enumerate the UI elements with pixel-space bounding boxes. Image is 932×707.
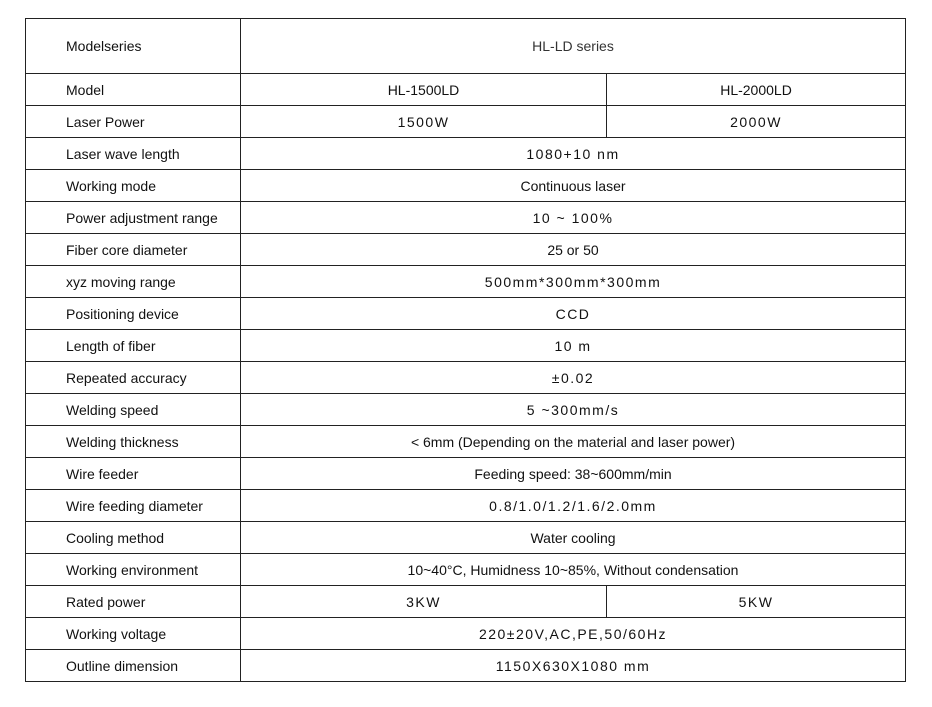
row-label: Laser wave length [26,138,241,170]
row-value: 25 or 50 [241,234,906,266]
row-value: 0.8/1.0/1.2/1.6/2.0mm [241,490,906,522]
row-value: 10~40°C, Humidness 10~85%, Without condensation [241,554,906,586]
table-header-row [26,19,906,74]
row-value: 220±20V,AC,PE,50/60Hz [241,618,906,650]
table-row [26,586,906,618]
table-row [26,650,906,682]
row-label: Fiber core diameter [26,234,241,266]
table-row [26,138,906,170]
row-label: Working mode [26,170,241,202]
row-label: xyz moving range [26,266,241,298]
row-label: Wire feeding diameter [26,490,241,522]
row-label: Welding thickness [26,426,241,458]
row-value: Continuous laser [241,170,906,202]
table-row [26,202,906,234]
row-value: 500mm*300mm*300mm [241,266,906,298]
row-label: Repeated accuracy [26,362,241,394]
row-label: Length of fiber [26,330,241,362]
spec-table [25,18,906,682]
row-value: 1150X630X1080 mm [241,650,906,682]
row-label: Wire feeder [26,458,241,490]
row-value: 10 m [241,330,906,362]
laser-power-a: 1500W [241,106,607,138]
row-label: Positioning device [26,298,241,330]
series-title: HL-LD series [241,19,906,74]
header-label: Modelseries [26,19,241,74]
row-label: Rated power [26,586,241,618]
table-row [26,490,906,522]
row-label: Model [26,74,241,106]
row-label: Outline dimension [26,650,241,682]
table-row [26,266,906,298]
table-row [26,74,906,106]
row-label: Working voltage [26,618,241,650]
row-value: CCD [241,298,906,330]
table-row [26,106,906,138]
table-row [26,362,906,394]
table-row [26,170,906,202]
table-row [26,618,906,650]
row-value: 5 ~300mm/s [241,394,906,426]
row-label: Cooling method [26,522,241,554]
row-label: Power adjustment range [26,202,241,234]
row-value: 10 ~ 100% [241,202,906,234]
rated-power-a: 3KW [241,586,607,618]
row-value: Feeding speed: 38~600mm/min [241,458,906,490]
table-row [26,234,906,266]
row-label: Working environment [26,554,241,586]
rated-power-b: 5KW [607,586,906,618]
row-value: < 6mm (Depending on the material and laser power) [241,426,906,458]
model-a: HL-1500LD [241,74,607,106]
row-value: 1080+10 nm [241,138,906,170]
table-row [26,458,906,490]
table-row [26,330,906,362]
row-label: Laser Power [26,106,241,138]
row-label: Welding speed [26,394,241,426]
table-row [26,394,906,426]
laser-power-b: 2000W [607,106,906,138]
table-row [26,426,906,458]
table-row [26,554,906,586]
table-row [26,298,906,330]
row-value: Water cooling [241,522,906,554]
table-row [26,522,906,554]
model-b: HL-2000LD [607,74,906,106]
row-value: ±0.02 [241,362,906,394]
